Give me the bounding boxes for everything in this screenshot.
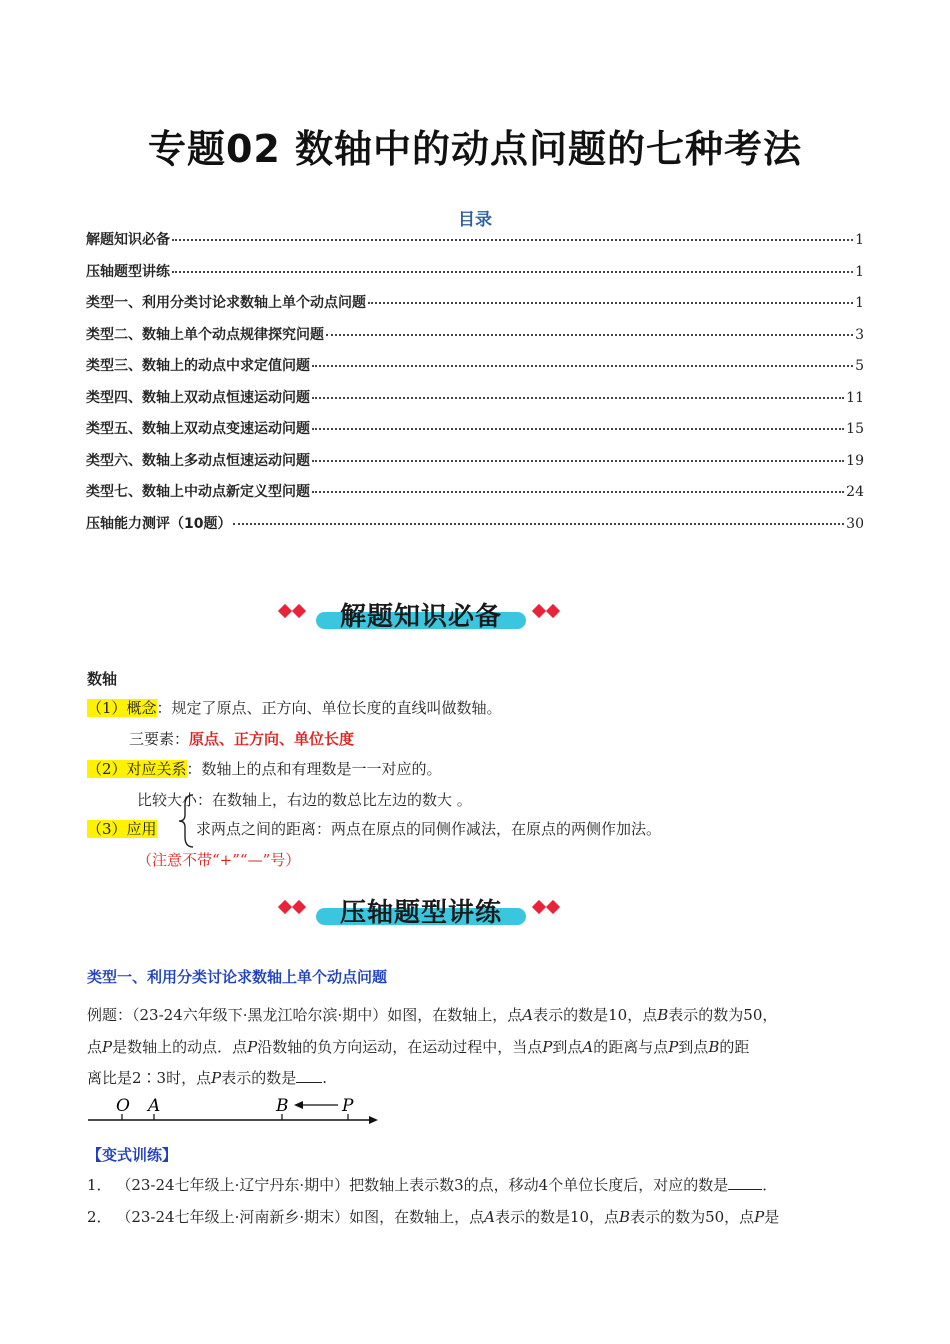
toc-leader-dots	[312, 397, 844, 399]
toc-heading: 目录	[458, 210, 492, 230]
toc-leader-dots	[233, 523, 844, 525]
toc-item-label: 类型六、数轴上多动点恒速运动问题	[86, 452, 310, 469]
toc-leader-dots	[312, 428, 844, 430]
var-b: B	[619, 1208, 631, 1226]
toc-item-page: 15	[846, 421, 864, 437]
text: 表示的数为	[668, 1006, 744, 1024]
label-p: P	[342, 1096, 354, 1116]
toc-item[interactable]	[86, 229, 864, 261]
toc-leader-dots	[312, 365, 853, 367]
text: 例题：（23-24六年级下·黑龙江哈尔滨·期中）如图，在数轴上，点	[87, 1006, 523, 1024]
apply-line	[87, 818, 157, 839]
toc-item[interactable]	[86, 450, 864, 482]
toc-leader-dots	[312, 491, 844, 493]
text: 到点	[552, 1038, 583, 1056]
answer-blank[interactable]	[296, 1081, 322, 1083]
banner-practice	[276, 888, 566, 934]
toc-item[interactable]	[86, 513, 864, 545]
elements-line	[129, 728, 354, 749]
ratio: 2∶3	[132, 1069, 167, 1087]
toc-leader-dots	[172, 271, 853, 273]
toc-item[interactable]	[86, 355, 864, 387]
relation-tag: （2）对应关系	[87, 760, 187, 778]
toc-item-label: 解题知识必备	[86, 232, 170, 248]
elements-value: 原点、正方向、单位长度	[189, 730, 355, 748]
toc-leader-dots	[326, 334, 853, 336]
number-line-figure	[86, 1093, 386, 1133]
banner-title: 压轴题型讲练	[339, 898, 502, 928]
distance-line: 求两点之间的距离：两点在原点的同侧作减法，在原点的两侧作加法。	[196, 820, 662, 838]
toc-item-page: 11	[846, 389, 864, 406]
relation-line	[87, 758, 442, 779]
apply-tag: （3）应用	[87, 820, 157, 838]
compare-line: 比较大小：在数轴上，右边的数总比左边的数大 。	[137, 791, 472, 809]
toc-item-label: 类型七、数轴上中动点新定义型问题	[86, 484, 310, 500]
toc-item[interactable]	[86, 292, 864, 324]
question-2	[87, 1206, 779, 1227]
text: （23-24七年级上·河南新乡·期末）如图，在数轴上，点	[116, 1208, 485, 1226]
text: 是数轴上的动点．点	[112, 1038, 248, 1056]
text: 表示的数为50，点	[630, 1208, 755, 1226]
page-title: 专题02 数轴中的动点问题的七种考法	[147, 127, 803, 171]
note-line: （注意不带“+”“—”号）	[137, 851, 301, 869]
toc-item[interactable]	[86, 261, 864, 293]
elements-prefix: 三要素：	[129, 730, 190, 748]
var-a: A	[484, 1208, 495, 1226]
concept-text: ：规定了原点、正方向、单位长度的直线叫做数轴。	[156, 699, 502, 717]
text: 离比是	[87, 1069, 133, 1087]
table-of-contents	[86, 229, 864, 544]
text: 表示的数是10，点	[494, 1208, 620, 1226]
var-p: P	[247, 1038, 258, 1056]
text: 沿数轴的负方向运动，在运动过程中，当点	[257, 1038, 543, 1056]
label-a: A	[148, 1096, 161, 1116]
question-text: （23-24七年级上·辽宁丹东·期中）把数轴上表示数3的点，移动4个单位长度后，对应的数是	[116, 1176, 729, 1194]
toc-item[interactable]	[86, 418, 864, 450]
example-line-3: 离比是2∶3时，点P表示的数是 .	[87, 1069, 328, 1087]
text: 时，点	[166, 1069, 212, 1087]
answer-blank[interactable]	[728, 1188, 762, 1190]
toc-item[interactable]	[86, 387, 864, 419]
toc-item-page: 1	[855, 295, 864, 311]
toc-item[interactable]	[86, 481, 864, 513]
var-p: P	[542, 1038, 553, 1056]
var-a: A	[582, 1038, 594, 1056]
label-o: O	[116, 1096, 130, 1116]
text: 到点	[678, 1038, 709, 1056]
text: 表示的数是	[533, 1006, 609, 1024]
example-line-2	[87, 1036, 749, 1057]
var-a: A	[522, 1006, 534, 1024]
question-1: 1． （23-24七年级上·辽宁丹东·期中）把数轴上表示数3的点，移动4个单位长度后，对应的数是 ．	[87, 1176, 778, 1194]
text: 是	[764, 1208, 780, 1226]
var-b: B	[657, 1006, 669, 1024]
concept-tag: （1）概念	[87, 699, 157, 717]
toc-item-page: 19	[846, 452, 864, 469]
var-p: P	[754, 1208, 765, 1226]
relation-text: ：数轴上的点和有理数是一一对应的。	[186, 760, 442, 778]
toc-item-label: 类型四、数轴上双动点恒速运动问题	[86, 389, 310, 406]
toc-item-label: 类型五、数轴上双动点变速运动问题	[86, 421, 310, 437]
toc-item-page: 3	[855, 326, 864, 343]
axis-arrow-icon	[369, 1116, 378, 1124]
text: 点	[87, 1038, 103, 1056]
question-number: 2．	[87, 1208, 112, 1226]
text: 的距	[719, 1038, 750, 1056]
text: 表示的数是	[221, 1069, 297, 1087]
var-p: P	[211, 1069, 222, 1087]
banner-knowledge	[276, 592, 566, 638]
type1-heading: 类型一、利用分类讨论求数轴上单个动点问题	[87, 968, 388, 986]
toc-item[interactable]	[86, 324, 864, 356]
toc-leader-dots	[172, 239, 853, 241]
toc-item-page: 5	[855, 358, 864, 374]
toc-item-page: 30	[846, 515, 864, 532]
brace-icon	[177, 793, 197, 849]
toc-leader-dots	[312, 460, 844, 462]
var-b: B	[708, 1038, 720, 1056]
toc-item-page: 24	[846, 484, 864, 500]
toc-item-label: 压轴能力测评（10题）	[86, 515, 232, 532]
toc-leader-dots	[368, 302, 853, 304]
concept-line	[87, 697, 502, 718]
example-line-1: 例题：（23-24六年级下·黑龙江哈尔滨·期中）如图，在数轴上，点A表示的数是10，点B表示的数为50，	[87, 1006, 778, 1024]
text: 的距离与点	[593, 1038, 669, 1056]
var-p: P	[668, 1038, 679, 1056]
section-heading: 数轴	[87, 670, 118, 688]
variant-heading: 【变式训练】	[87, 1146, 178, 1164]
value-a: 10	[608, 1006, 628, 1024]
var-p: P	[102, 1038, 113, 1056]
toc-item-label: 类型一、利用分类讨论求数轴上单个动点问题	[86, 295, 366, 311]
value-b: 50	[743, 1006, 763, 1024]
motion-arrow-icon	[294, 1101, 303, 1109]
question-number: 1．	[87, 1176, 112, 1194]
toc-item-page: 1	[855, 232, 864, 248]
toc-item-label: 压轴题型讲练	[86, 263, 170, 280]
banner-title: 解题知识必备	[339, 602, 502, 632]
toc-item-label: 类型三、数轴上的动点中求定值问题	[86, 358, 310, 374]
label-b: B	[276, 1096, 289, 1116]
toc-item-label: 类型二、数轴上单个动点规律探究问题	[86, 326, 324, 343]
toc-item-page: 1	[855, 263, 864, 280]
